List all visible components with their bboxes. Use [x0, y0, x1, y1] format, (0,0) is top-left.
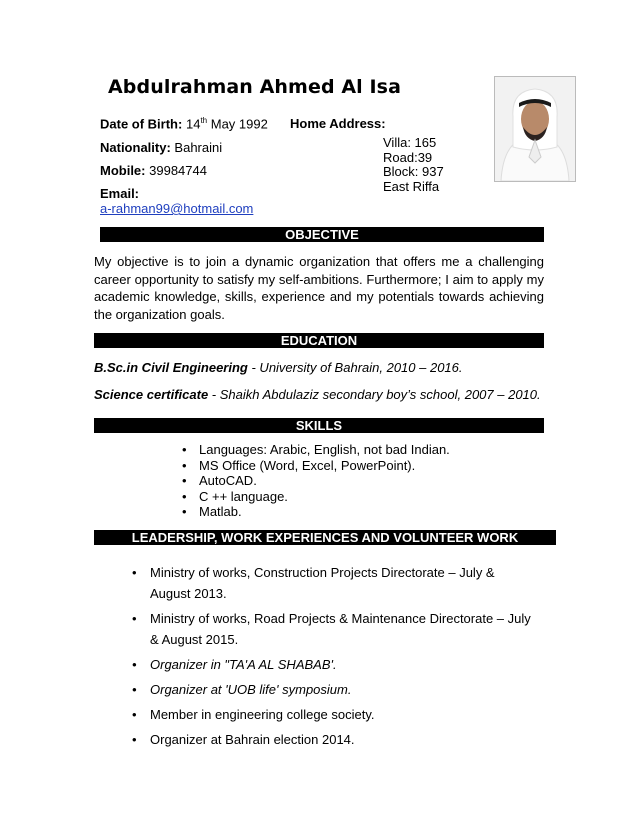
home-address-label	[290, 116, 386, 131]
nationality-line	[100, 140, 222, 155]
profile-photo	[494, 76, 576, 182]
address-line: East Riffa	[383, 178, 440, 194]
mobile-label: Mobile:	[100, 163, 146, 178]
leadership-header: LEADERSHIP, WORK EXPERIENCES AND VOLUNTEER WORK	[94, 530, 556, 545]
skills-header: SKILLS	[94, 418, 544, 433]
resume-name: Abdulrahman Ahmed Al Isa	[108, 76, 401, 98]
skill-item: • Matlab.	[182, 504, 450, 520]
skills-list	[182, 442, 450, 520]
dob-rest: May 1992	[210, 116, 268, 132]
work-item: • Organizer in "TA'A AL SHABAB'.	[132, 654, 532, 675]
skill-item: • C ++ language.	[182, 489, 450, 505]
skill-item: • MS Office (Word, Excel, PowerPoint).	[182, 458, 450, 474]
work-item: • Organizer at Bahrain election 2014.	[132, 729, 532, 750]
email-value-wrap	[100, 201, 253, 216]
work-item: • Ministry of works, Construction Projects Directorate – July & August 2013.	[132, 562, 532, 604]
education-detail: - University of Bahrain, 2010 – 2016.	[247, 360, 463, 375]
skill-item: • Languages: Arabic, English, not bad Indian.	[182, 442, 450, 458]
work-item: • Ministry of works, Road Projects & Maintenance Directorate – July & August 2015.	[132, 608, 532, 650]
portrait-icon	[495, 77, 575, 181]
skill-item: • AutoCAD.	[182, 473, 450, 489]
dob-line	[100, 116, 268, 131]
email-link[interactable]: a-rahman99@hotmail.com	[100, 201, 254, 216]
work-item: • Member in engineering college society.	[132, 704, 532, 725]
education-degree: B.Sc.in Civil Engineering	[94, 360, 248, 375]
dob-day: 14	[185, 116, 201, 132]
email-label	[100, 186, 139, 201]
objective-header: OBJECTIVE	[100, 227, 544, 242]
email-label-text: Email:	[100, 186, 140, 201]
education-detail: - Shaikh Abdulaziz secondary boy’s school, 2007 – 2010.	[208, 387, 541, 402]
address-line: Block: 937	[383, 164, 444, 179]
education-degree: Science certificate	[94, 387, 209, 402]
nationality-label: Nationality:	[100, 140, 171, 155]
mobile-line	[100, 163, 207, 178]
work-item: • Organizer at 'UOB life' symposium.	[132, 679, 532, 700]
address-block	[383, 136, 444, 194]
home-address-label-text: Home Address:	[290, 116, 386, 131]
objective-text: My objective is to join a dynamic organization that offers me a challenging career opportunity to satisfy my self-ambitions. Furthermore; I aim to apply my academic knowledge, skills, experience and my potentials towards achieving the organization goals.	[94, 254, 544, 322]
work-list	[132, 562, 532, 754]
dob-superscript: th	[200, 116, 208, 125]
nationality-value: Bahraini	[174, 140, 223, 155]
education-item	[94, 387, 541, 402]
education-header: EDUCATION	[94, 333, 544, 348]
dob-label: Date of Birth:	[100, 116, 183, 132]
education-item	[94, 360, 463, 375]
address-line: Villa: 165	[383, 135, 437, 150]
address-line: Road:39	[383, 149, 433, 165]
mobile-value: 39984744	[149, 163, 207, 178]
